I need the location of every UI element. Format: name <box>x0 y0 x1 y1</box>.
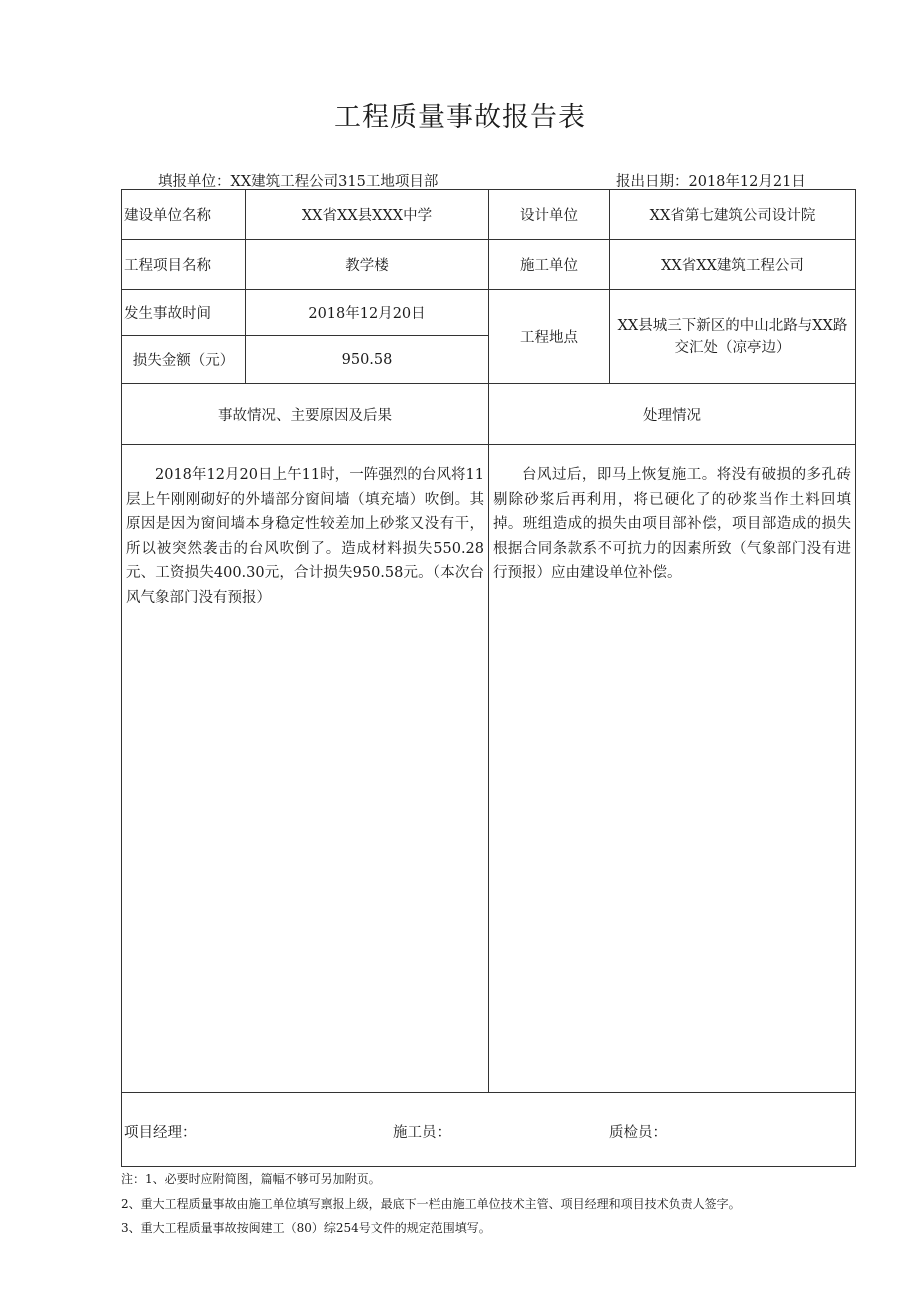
reporting-unit: 填报单位：XX建筑工程公司315工地项目部 <box>158 174 439 190</box>
footnote-2: 2、重大工程质量事故由施工单位填写禀报上级，最底下一栏由施工单位技术主管、项目经理和项目技术负责人签字。 <box>121 1196 741 1211</box>
handling-text: 台风过后，即马上恢复施工。将没有破损的多孔砖剔除砂浆后再利用，将已硬化了的砂浆当作土料回填掉。班组造成的损失由项目部补偿，项目部造成的损失根据合同条款系不可抗力的因素所致（气象部门没有进行预报）应由建设单位补偿。 <box>493 467 851 581</box>
construction-unit-value: XX省XX县XXX中学 <box>246 190 489 240</box>
project-name-label: 工程项目名称 <box>122 240 246 290</box>
project-name-value: 教学楼 <box>246 240 489 290</box>
constructor-label: 施工员： <box>393 1125 451 1141</box>
accident-time-value: 2018年12月20日 <box>246 290 489 336</box>
situation-text: 2018年12月20日上午11时，一阵强烈的台风将11层上午刚刚砌好的外墙部分窗间墙（填充墙）吹倒。其原因是因为窗间墙本身稳定性较差加上砂浆又没有干，所以被突然袭击的台风吹倒了。造成材料损失550.28元、工资损失400.30元，合计损失950.58元。（本次台风气象部门没有预报） <box>126 467 484 606</box>
construction-unit-label: 建设单位名称 <box>122 190 246 240</box>
loss-label: 损失金额（元） <box>122 336 246 384</box>
page-title: 工程质量事故报告表 <box>334 102 586 133</box>
design-unit-label: 设计单位 <box>489 190 610 240</box>
situation-cell <box>122 445 489 1093</box>
footnotes <box>121 1167 741 1241</box>
handling-header: 处理情况 <box>489 384 856 445</box>
builder-label: 施工单位 <box>489 240 610 290</box>
location-label: 工程地点 <box>489 290 610 384</box>
footnote-1: 注：1、必要时应附简图，篇幅不够可另加附页。 <box>121 1172 381 1186</box>
accident-time-label: 发生事故时间 <box>122 290 246 336</box>
report-table <box>121 189 856 1167</box>
inspector-label: 质检员： <box>609 1125 667 1141</box>
handling-cell <box>489 445 856 1093</box>
design-unit-value: XX省第七建筑公司设计院 <box>610 190 856 240</box>
situation-header: 事故情况、主要原因及后果 <box>122 384 489 445</box>
footnote-3: 3、重大工程质量事故按闽建工（80）综254号文件的规定范围填写。 <box>121 1221 491 1235</box>
signature-row <box>122 1093 856 1167</box>
builder-value: XX省XX建筑工程公司 <box>610 240 856 290</box>
location-value: XX县城三下新区的中山北路与XX路交汇处（凉亭边） <box>610 290 856 384</box>
report-date: 报出日期：2018年12月21日 <box>616 174 806 190</box>
loss-value: 950.58 <box>246 336 489 384</box>
project-manager-label: 项目经理： <box>124 1125 197 1141</box>
